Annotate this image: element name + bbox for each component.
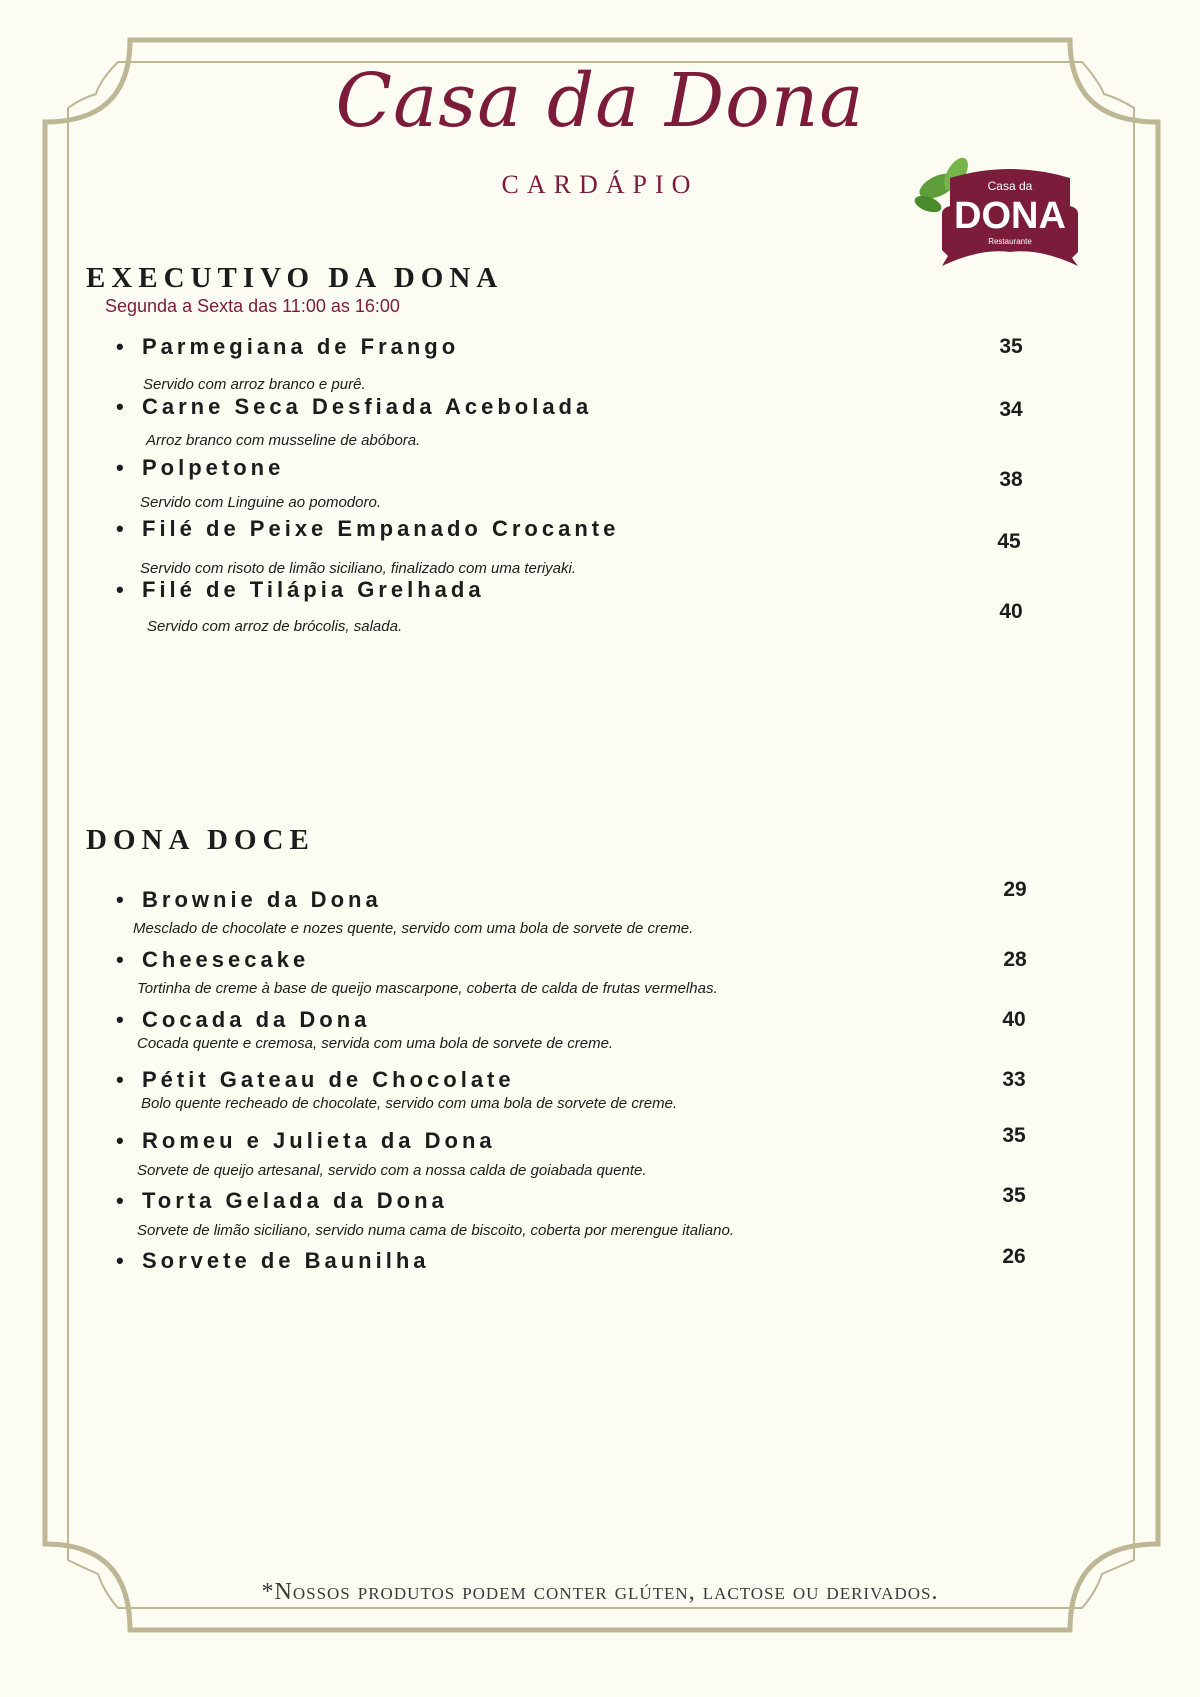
section-title-executivo: EXECUTIVO DA DONA [86,262,504,294]
menu-item-label: Brownie da Dona [142,887,382,912]
bullet-icon: • [116,1248,124,1273]
menu-item-description: Servido com Linguine ao pomodoro. [140,494,381,511]
menu-item-price: 35 [1002,1124,1026,1147]
menu-item-price: 40 [1002,1008,1026,1031]
bullet-icon: • [116,334,124,359]
menu-item-name [116,1188,448,1214]
bullet-icon: • [116,1067,124,1092]
menu-item-price: 38 [999,468,1023,491]
menu-item-name [116,334,459,360]
bullet-icon: • [116,887,124,912]
menu-item-label: Polpetone [142,455,285,480]
menu-item-name [116,1007,370,1033]
menu-item-name [116,455,284,481]
menu-item-price: 40 [999,600,1023,623]
menu-item-label: Sorvete de Baunilha [142,1248,430,1273]
menu-item-price: 35 [1002,1184,1026,1207]
menu-item-name [116,394,592,420]
menu-item-description: Bolo quente recheado de chocolate, servido com uma bola de sorvete de creme. [141,1095,678,1112]
menu-item-name [116,1067,515,1093]
menu-subtitle: CARDÁPIO [501,170,699,199]
menu-item-price: 28 [1003,948,1027,971]
menu-item-label: Carne Seca Desfiada Acebolada [142,394,593,419]
section-schedule: Segunda a Sexta das 11:00 as 16:00 [105,296,400,316]
logo-small-text: Casa da [987,179,1033,193]
menu-item-price: 35 [999,335,1023,358]
menu-item-price: 45 [997,530,1021,553]
menu-item-description: Tortinha de creme à base de queijo mascarpone, coberta de calda de frutas vermelhas. [137,980,718,997]
menu-item-label: Parmegiana de Frango [142,334,460,359]
logo-big-text: DONA [954,195,1066,237]
menu-item-price: 34 [999,398,1023,421]
menu-item-description: Mesclado de chocolate e nozes quente, servido com uma bola de sorvete de creme. [133,920,694,937]
menu-item-name [116,887,382,913]
menu-item-description: Servido com risoto de limão siciliano, finalizado com uma teriyaki. [140,560,577,577]
allergen-footer-note: *Nossos produtos podem conter glúten, lactose ou derivados. [261,1579,939,1605]
bullet-icon: • [116,394,124,419]
bullet-icon: • [116,1007,124,1032]
menu-item-name [116,1248,430,1274]
menu-item-label: Pétit Gateau de Chocolate [142,1067,515,1092]
menu-item-description: Sorvete de queijo artesanal, servido com a nossa calda de goiabada quente. [137,1162,647,1179]
bullet-icon: • [116,1188,124,1213]
menu-item-name [116,577,485,603]
bullet-icon: • [116,1128,124,1153]
menu-item-label: Cheesecake [142,947,310,972]
menu-item-label: Romeu e Julieta da Dona [142,1128,496,1153]
restaurant-logo [910,156,1080,286]
menu-item-description: Cocada quente e cremosa, servida com uma bola de sorvete de creme. [137,1035,614,1052]
menu-item-label: Filé de Tilápia Grelhada [142,577,485,602]
menu-item-name [116,1128,496,1154]
menu-item-price: 29 [1003,878,1027,901]
bullet-icon: • [116,516,124,541]
menu-item-description: Sorvete de limão siciliano, servido numa cama de biscoito, coberta por merengue italiano. [137,1222,734,1239]
menu-item-description: Servido com arroz branco e purê. [143,376,366,393]
menu-item-price: 26 [1002,1245,1026,1268]
menu-item-price: 33 [1002,1068,1026,1091]
menu-item-name [116,947,309,973]
menu-item-description: Arroz branco com musseline de abóbora. [146,432,421,449]
section-title-dona-doce: DONA DOCE [86,824,315,856]
bullet-icon: • [116,577,124,602]
restaurant-name: Casa da Dona [335,58,865,144]
menu-item-label: Cocada da Dona [142,1007,371,1032]
menu-item-label: Filé de Peixe Empanado Crocante [142,516,620,541]
bullet-icon: • [116,947,124,972]
bullet-icon: • [116,455,124,480]
menu-item-label: Torta Gelada da Dona [142,1188,448,1213]
menu-item-description: Servido com arroz de brócolis, salada. [147,618,403,635]
menu-item-name [116,516,619,542]
logo-tag-text: Restaurante [988,237,1032,246]
